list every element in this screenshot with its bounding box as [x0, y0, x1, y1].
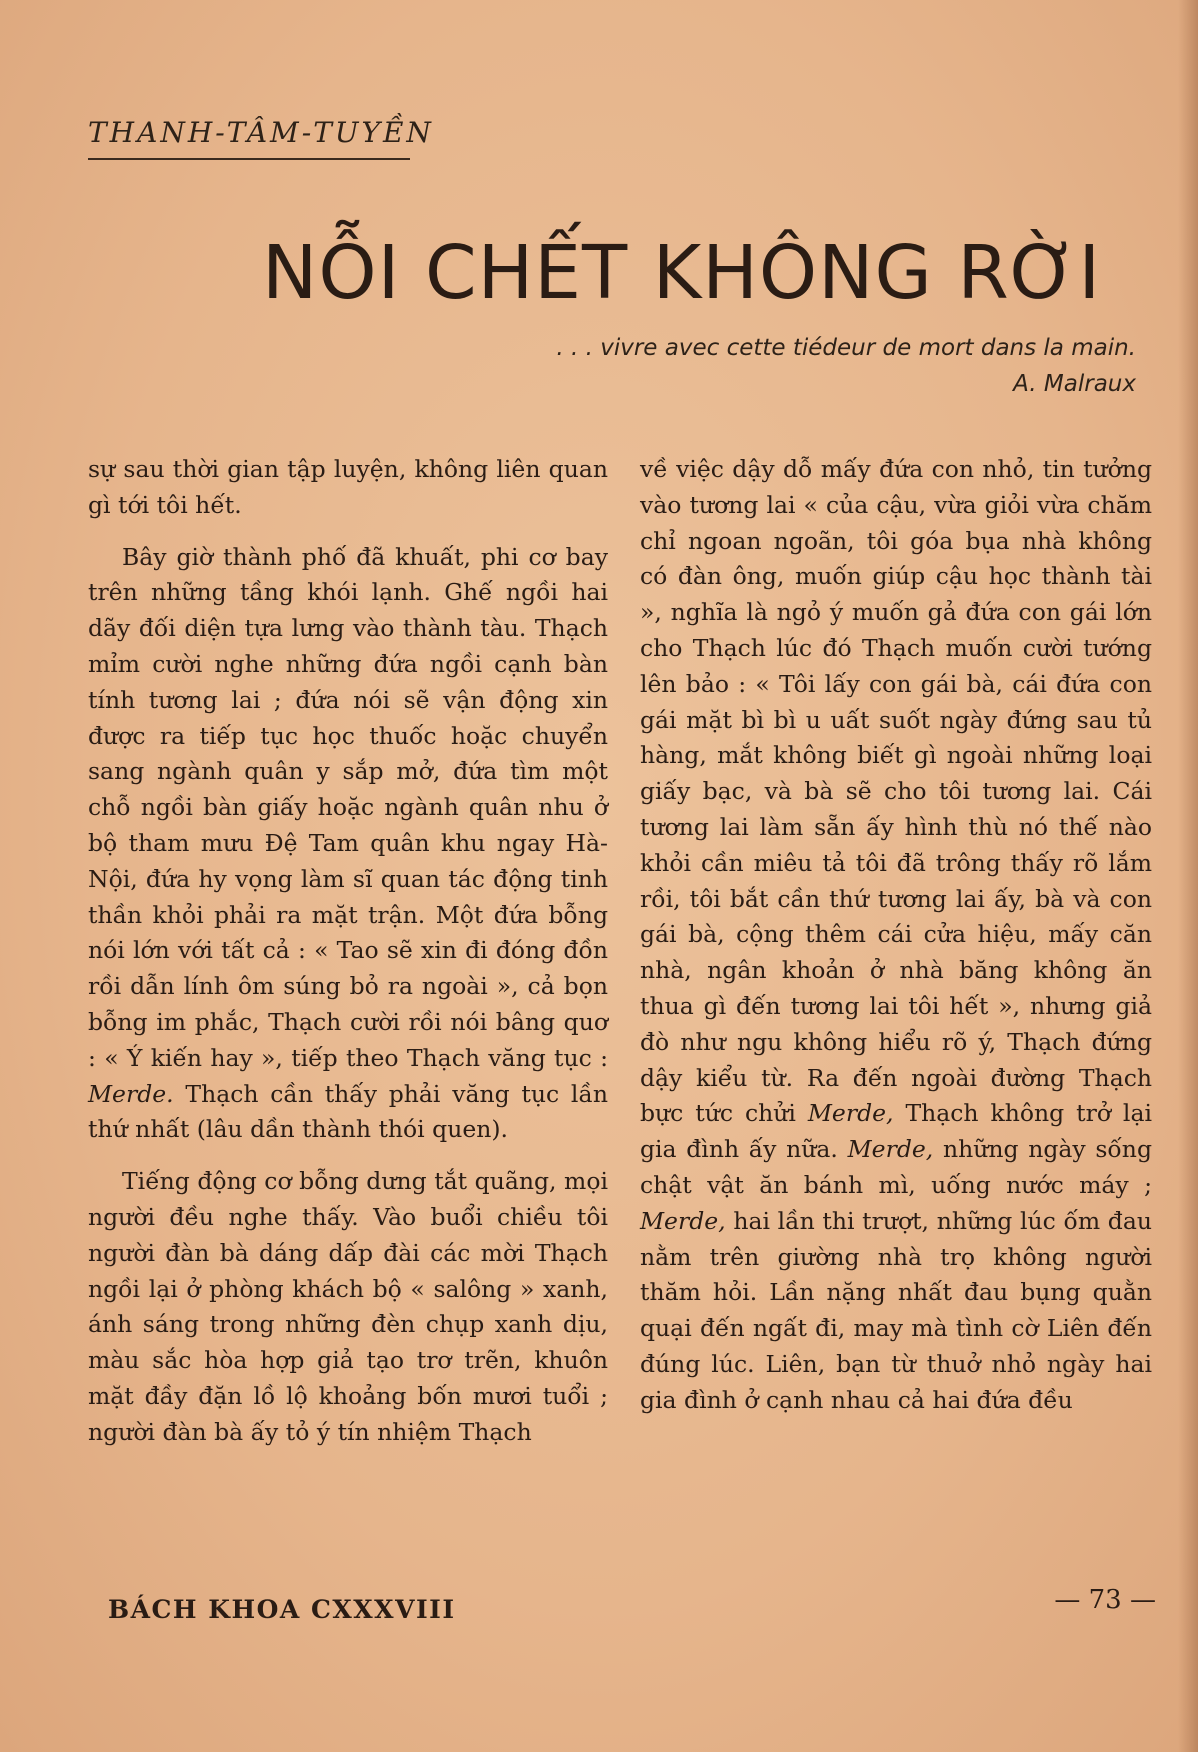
paragraph-2-text: Bây giờ thành phố đã khuất, phi cơ bay trên những tầng khói lạnh. Ghế ngồi hai dãy đối diện tựa lưng vào thành tàu. Thạch mỉm cười nghe những đứa ngồi cạnh bàn tính tương lai ; đứa nói sẽ vận động xin được ra tiếp tục học thuốc hoặc chuyển sang ngành quân y sắp mở, đứa tìm một chỗ ngồi bàn giấy hoặc ngành quân nhu ở bộ tham mưu Đệ Tam quân khu ngay Hà-Nội, đứa hy vọng làm sĩ quan tác động tinh thần khỏi phải ra mặt trận. Một đứa bỗng nói lớn với tất cả : « Tao sẽ xin đi đóng đồn rồi dẫn lính ôm súng bỏ ra ngoài », cả bọn bỗng im phắc, Thạch cười rồi nói bâng quơ : « Ý kiến hay », tiếp theo Thạch văng tục :: [88, 542, 608, 1072]
paragraph-4-text-2: Thạch không trở lại gia đình ấy nữa.: [640, 1099, 1152, 1164]
paragraph-4-emphasis-3: Merde,: [640, 1206, 726, 1235]
paragraph-4-emphasis-1: Merde,: [807, 1099, 894, 1128]
epigraph-source: A. Malraux: [1013, 371, 1136, 397]
article-title: NỖI CHẾT KHÔNG RỜI: [262, 230, 1102, 316]
epigraph-quote: . . . vivre avec cette tiédeur de mort dans la main.: [556, 335, 1136, 361]
paragraph-4-emphasis-2: Merde,: [847, 1135, 934, 1164]
epigraph: [556, 330, 1136, 402]
page-edge-shadow: [1178, 0, 1198, 1752]
page-number: — 73 —: [1054, 1585, 1156, 1615]
paragraph-4-text-1: về việc dậy dỗ mấy đứa con nhỏ, tin tưởng vào tương lai « của cậu, vừa giỏi vừa chăm chỉ ngoan ngoãn, tôi góa bụa nhà không có đàn ông, muốn giúp cậu học thành tài », nghĩa là ngỏ ý muốn gả đứa con gái lớn cho Thạch lúc đó Thạch muốn cười tướng lên bảo : « Tôi lấy con gái bà, cái đứa con gái mặt bì bì u uất suốt ngày đứng sau tủ hàng, mắt không biết gì ngoài những loại giấy bạc, và bà sẽ cho tôi tương lai. Cái tương lai làm sẵn ấy hình thù nó thế nào khỏi cần miêu tả tôi đã trông thấy rõ lắm rồi, tôi bắt cần thứ tương lai ấy, bà và con gái bà, cộng thêm cái cửa hiệu, mấy căn nhà, ngân khoản ở nhà băng không ăn thua gì đến tương lai tôi hết », nhưng giả đò như ngu không hiểu rõ ý, Thạch đứng dậy kiểu từ. Ra đến ngoài đường Thạch bực tức chửi: [640, 455, 1152, 1128]
paragraph-1: sự sau thời gian tập luyện, không liên quan gì tới tôi hết.: [88, 455, 608, 519]
paragraph-4-text-3: những ngày sống chật vật ăn bánh mì, uống nước máy ;: [640, 1135, 1152, 1199]
paragraph-2-emphasis: Merde.: [88, 1079, 174, 1108]
paragraph-4: [640, 452, 1152, 1419]
paragraph-2-end: Thạch cần thấy phải văng tục lần thứ nhất (lâu dần thành thói quen).: [88, 1079, 608, 1144]
paragraph-4-text-4: hai lần thi trượt, những lúc ốm đau nằm trên giường nhà trọ không người thăm hỏi. Lần nặng nhất đau bụng quằn quại đến ngất đi, may mà tình cờ Liên đến đúng lúc. Liên, bạn từ thuở nhỏ ngày hai gia đình ở cạnh nhau cả hai đứa đều: [640, 1206, 1152, 1414]
left-column: [88, 452, 608, 1451]
magazine-name: BÁCH KHOA CXXXVIII: [108, 1595, 456, 1624]
right-column: [640, 452, 1152, 1419]
paragraph-3: Tiếng động cơ bỗng dưng tắt quãng, mọi người đều nghe thấy. Vào buổi chiều tôi người đàn bà dáng dấp đài các mời Thạch ngồi lại ở phòng khách bộ « salông » xanh, ánh sáng trong những đèn chụp xanh dịu, màu sắc hòa hợp giả tạo trơ trẽn, khuôn mặt đầy đặn lồ lộ khoảng bốn mươi tuổi ; người đàn bà ấy tỏ ý tín nhiệm Thạch: [88, 1167, 608, 1446]
author-name: THANH-TÂM-TUYỀN: [88, 116, 434, 149]
author-underline: [88, 158, 410, 160]
paragraph-2: [88, 540, 608, 1149]
